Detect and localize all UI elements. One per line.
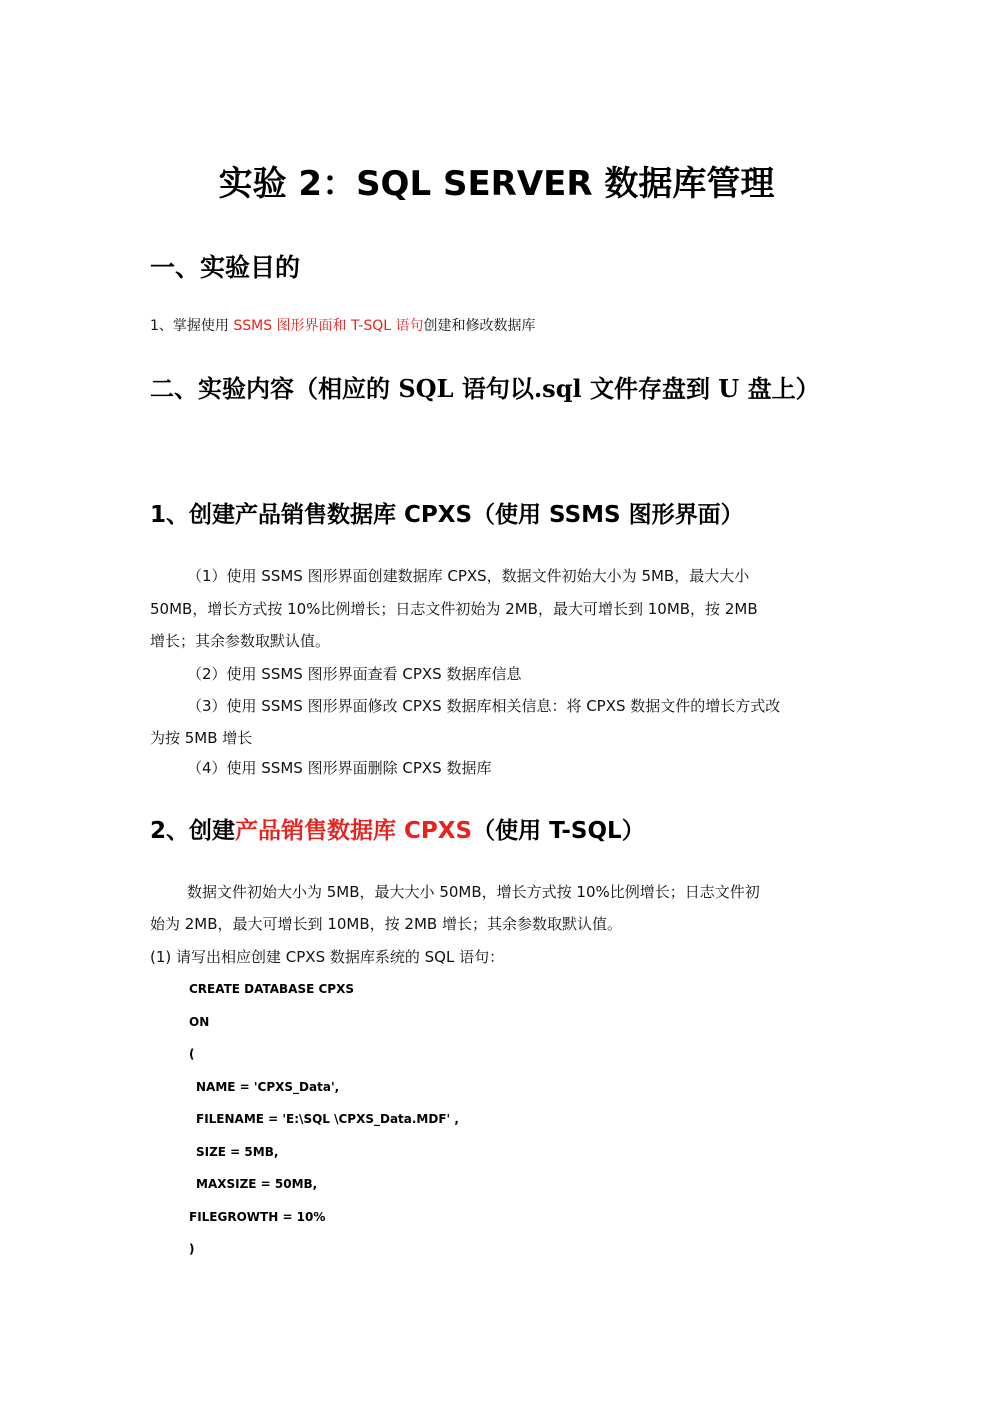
purpose-item-highlight: SSMS 图形界面和 T-SQL 语句	[233, 318, 424, 334]
document-title: 实验 2：SQL SERVER 数据库管理	[218, 164, 775, 204]
code-line: MAXSIZE = 50MB,	[196, 1177, 318, 1191]
code-line: FILENAME = 'E:\SQL \CPXS_Data.MDF' ,	[196, 1112, 459, 1126]
task1-heading: 1、创建产品销售数据库 CPXS（使用 SSMS 图形界面）	[150, 502, 744, 528]
code-line: )	[189, 1242, 195, 1256]
task2-heading-prefix: 2、创建	[150, 818, 236, 844]
section-heading-content: 二、实验内容（相应的 SQL 语句以.sql 文件存盘到 U 盘上）	[150, 374, 820, 403]
purpose-item-prefix: 1、掌握使用	[150, 318, 234, 334]
task1-para1-line1: （1）使用 SSMS 图形界面创建数据库 CPXS，数据文件初始大小为 5MB，最大大小	[187, 567, 750, 585]
task2-desc-line2: 始为 2MB，最大可增长到 10MB，按 2MB 增长；其余参数取默认值。	[150, 915, 622, 933]
task2-desc-line1: 数据文件初始大小为 5MB，最大大小 50MB，增长方式按 10%比例增长；日志文件初	[187, 883, 760, 901]
task2-heading-suffix: （使用 T-SQL）	[472, 818, 645, 844]
code-line: SIZE = 5MB,	[196, 1145, 279, 1159]
task2-question: (1) 请写出相应创建 CPXS 数据库系统的 SQL 语句：	[150, 948, 505, 966]
task1-para2: （2）使用 SSMS 图形界面查看 CPXS 数据库信息	[187, 665, 522, 683]
code-line: NAME = 'CPXS_Data',	[196, 1080, 340, 1094]
task1-para3-line1: （3）使用 SSMS 图形界面修改 CPXS 数据库相关信息：将 CPXS 数据文件的增长方式改	[187, 697, 781, 715]
task1-para4: （4）使用 SSMS 图形界面删除 CPXS 数据库	[187, 759, 492, 777]
task1-para3-line2: 为按 5MB 增长	[150, 729, 253, 747]
task1-para1-line3: 增长；其余参数取默认值。	[150, 632, 331, 650]
code-line: CREATE DATABASE CPXS	[189, 982, 354, 996]
code-line: (	[189, 1047, 195, 1061]
purpose-item-1	[150, 316, 535, 336]
task1-para1-line2: 50MB，增长方式按 10%比例增长；日志文件初始为 2MB，最大可增长到 10MB，按 2MB	[150, 600, 758, 618]
section-heading-purpose: 一、实验目的	[150, 253, 301, 282]
task2-heading	[150, 812, 645, 845]
code-line: ON	[189, 1015, 210, 1029]
task2-heading-highlight: 产品销售数据库 CPXS	[235, 818, 473, 844]
purpose-item-suffix: 创建和修改数据库	[423, 318, 536, 334]
code-line: FILEGROWTH = 10%	[189, 1210, 326, 1224]
